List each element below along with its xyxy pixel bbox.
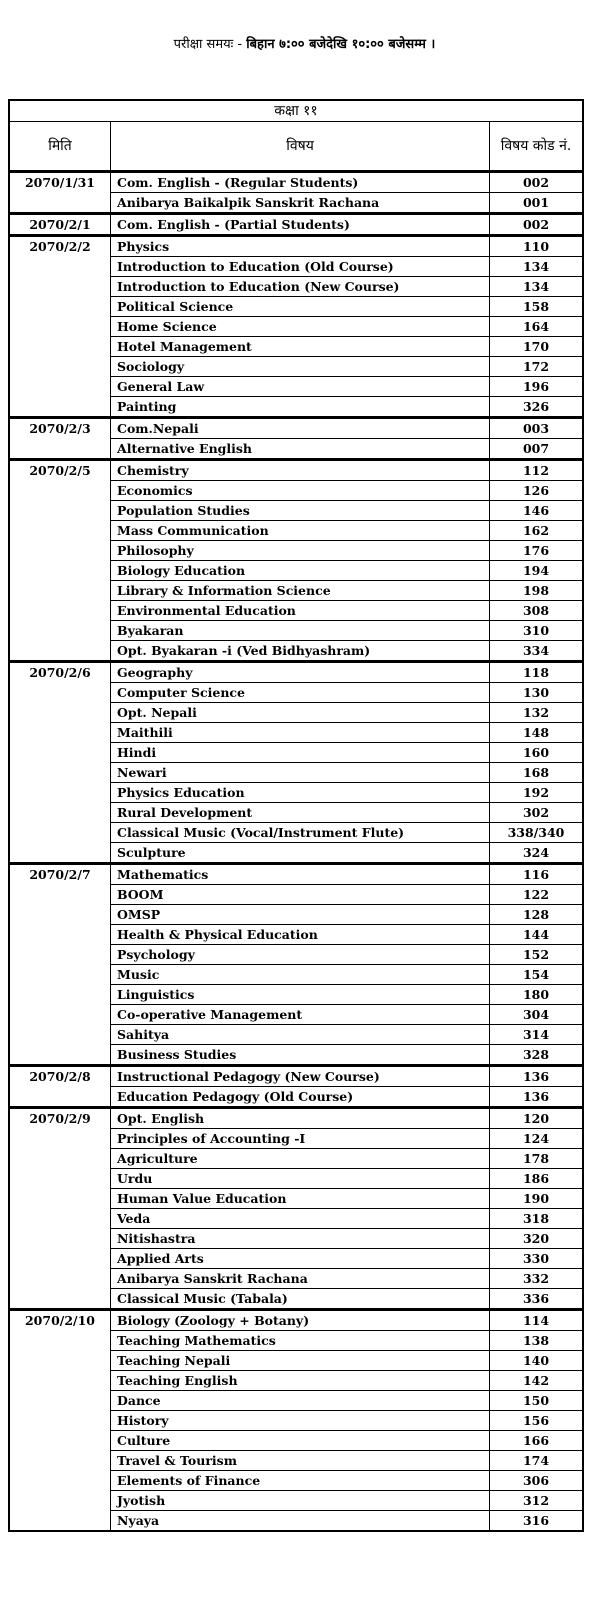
subject-code: 198	[490, 581, 584, 601]
subject-code: 334	[490, 641, 584, 662]
subject-name: Psychology	[111, 945, 490, 965]
exam-date: 2070/2/10	[9, 1310, 111, 1532]
subject-name: Health & Physical Education	[111, 925, 490, 945]
exam-time-value: बिहान ७:०० बजेदेखि १०:०० बजेसम्म ।	[246, 37, 436, 52]
subject-name: Linguistics	[111, 985, 490, 1005]
exam-time-line	[0, 34, 609, 52]
subject-code: 138	[490, 1331, 584, 1351]
subject-name: Sociology	[111, 357, 490, 377]
subject-name: Nyaya	[111, 1511, 490, 1532]
subject-code: 318	[490, 1209, 584, 1229]
subject-name: Teaching English	[111, 1371, 490, 1391]
subject-name: Anibarya Sanskrit Rachana	[111, 1269, 490, 1289]
subject-name: Biology (Zoology + Botany)	[111, 1310, 490, 1331]
subject-name: Maithili	[111, 723, 490, 743]
subject-code: 136	[490, 1066, 584, 1087]
subject-name: OMSP	[111, 905, 490, 925]
subject-code: 152	[490, 945, 584, 965]
subject-code: 007	[490, 439, 584, 460]
subject-name: Co-operative Management	[111, 1005, 490, 1025]
subject-name: Alternative English	[111, 439, 490, 460]
exam-date: 2070/2/5	[9, 460, 111, 662]
subject-code: 112	[490, 460, 584, 481]
subject-name: Computer Science	[111, 683, 490, 703]
subject-code: 196	[490, 377, 584, 397]
subject-name: Sahitya	[111, 1025, 490, 1045]
table-body	[9, 172, 583, 1532]
subject-code: 003	[490, 418, 584, 439]
subject-name: Teaching Nepali	[111, 1351, 490, 1371]
subject-code: 142	[490, 1371, 584, 1391]
exam-date: 2070/2/8	[9, 1066, 111, 1108]
subject-name: Hotel Management	[111, 337, 490, 357]
subject-code: 134	[490, 257, 584, 277]
exam-date: 2070/2/6	[9, 662, 111, 864]
subject-code: 114	[490, 1310, 584, 1331]
subject-name: Teaching Mathematics	[111, 1331, 490, 1351]
subject-code: 306	[490, 1471, 584, 1491]
subject-code: 180	[490, 985, 584, 1005]
subject-name: Veda	[111, 1209, 490, 1229]
subject-name: Agriculture	[111, 1149, 490, 1169]
subject-code: 172	[490, 357, 584, 377]
subject-code: 132	[490, 703, 584, 723]
subject-name: Opt. Nepali	[111, 703, 490, 723]
subject-code: 156	[490, 1411, 584, 1431]
subject-name: Business Studies	[111, 1045, 490, 1066]
subject-code: 328	[490, 1045, 584, 1066]
table-row	[9, 214, 583, 236]
subject-name: Library & Information Science	[111, 581, 490, 601]
subject-code: 146	[490, 501, 584, 521]
subject-name: BOOM	[111, 885, 490, 905]
subject-name: Economics	[111, 481, 490, 501]
subject-name: Culture	[111, 1431, 490, 1451]
subject-name: Opt. English	[111, 1108, 490, 1129]
exam-date: 2070/2/9	[9, 1108, 111, 1310]
subject-name: Sculpture	[111, 843, 490, 864]
table-row	[9, 460, 583, 481]
exam-date: 2070/2/7	[9, 864, 111, 1066]
subject-name: Philosophy	[111, 541, 490, 561]
subject-code: 162	[490, 521, 584, 541]
subject-code: 178	[490, 1149, 584, 1169]
subject-code: 190	[490, 1189, 584, 1209]
subject-code: 186	[490, 1169, 584, 1189]
subject-name: Population Studies	[111, 501, 490, 521]
subject-code: 140	[490, 1351, 584, 1371]
subject-code: 166	[490, 1431, 584, 1451]
subject-code: 320	[490, 1229, 584, 1249]
table-row	[9, 1066, 583, 1087]
subject-code: 316	[490, 1511, 584, 1532]
subject-name: Political Science	[111, 297, 490, 317]
subject-code: 126	[490, 481, 584, 501]
subject-code: 158	[490, 297, 584, 317]
subject-name: Rural Development	[111, 803, 490, 823]
subject-code: 302	[490, 803, 584, 823]
subject-code: 160	[490, 743, 584, 763]
subject-name: Education Pedagogy (Old Course)	[111, 1087, 490, 1108]
subject-code: 124	[490, 1129, 584, 1149]
column-header-code: विषय कोड नं.	[490, 122, 584, 172]
table-row	[9, 172, 583, 193]
subject-name: Newari	[111, 763, 490, 783]
subject-name: Classical Music (Vocal/Instrument Flute)	[111, 823, 490, 843]
subject-code: 312	[490, 1491, 584, 1511]
subject-name: Music	[111, 965, 490, 985]
subject-name: Com.Nepali	[111, 418, 490, 439]
table-row	[9, 864, 583, 885]
subject-code: 338/340	[490, 823, 584, 843]
subject-code: 168	[490, 763, 584, 783]
subject-code: 192	[490, 783, 584, 803]
subject-code: 136	[490, 1087, 584, 1108]
subject-code: 324	[490, 843, 584, 864]
subject-code: 150	[490, 1391, 584, 1411]
subject-code: 336	[490, 1289, 584, 1310]
subject-name: Byakaran	[111, 621, 490, 641]
subject-code: 326	[490, 397, 584, 418]
subject-code: 110	[490, 236, 584, 257]
subject-code: 332	[490, 1269, 584, 1289]
subject-code: 130	[490, 683, 584, 703]
subject-code: 308	[490, 601, 584, 621]
subject-code: 002	[490, 214, 584, 236]
subject-name: Elements of Finance	[111, 1471, 490, 1491]
subject-code: 122	[490, 885, 584, 905]
exam-date: 2070/2/2	[9, 236, 111, 418]
subject-code: 134	[490, 277, 584, 297]
subject-code: 330	[490, 1249, 584, 1269]
subject-name: Principles of Accounting -I	[111, 1129, 490, 1149]
exam-time-label: परीक्षा समयः -	[173, 37, 243, 52]
subject-name: Introduction to Education (New Course)	[111, 277, 490, 297]
subject-name: History	[111, 1411, 490, 1431]
subject-code: 176	[490, 541, 584, 561]
subject-name: Hindi	[111, 743, 490, 763]
subject-name: Com. English - (Partial Students)	[111, 214, 490, 236]
subject-name: Travel & Tourism	[111, 1451, 490, 1471]
subject-code: 116	[490, 864, 584, 885]
subject-code: 118	[490, 662, 584, 683]
subject-name: Classical Music (Tabala)	[111, 1289, 490, 1310]
subject-name: Jyotish	[111, 1491, 490, 1511]
column-header-subject: विषय	[111, 122, 490, 172]
subject-name: Mass Communication	[111, 521, 490, 541]
subject-name: General Law	[111, 377, 490, 397]
subject-name: Biology Education	[111, 561, 490, 581]
table-title: कक्षा ११	[9, 100, 583, 122]
table-row	[9, 1310, 583, 1331]
subject-name: Anibarya Baikalpik Sanskrit Rachana	[111, 193, 490, 214]
table-row	[9, 662, 583, 683]
subject-code: 154	[490, 965, 584, 985]
subject-name: Urdu	[111, 1169, 490, 1189]
subject-name: Physics Education	[111, 783, 490, 803]
subject-name: Introduction to Education (Old Course)	[111, 257, 490, 277]
subject-name: Home Science	[111, 317, 490, 337]
subject-name: Nitishastra	[111, 1229, 490, 1249]
subject-code: 314	[490, 1025, 584, 1045]
subject-name: Instructional Pedagogy (New Course)	[111, 1066, 490, 1087]
subject-name: Physics	[111, 236, 490, 257]
subject-code: 002	[490, 172, 584, 193]
exam-date: 2070/2/1	[9, 214, 111, 236]
subject-name: Human Value Education	[111, 1189, 490, 1209]
subject-code: 304	[490, 1005, 584, 1025]
subject-code: 164	[490, 317, 584, 337]
subject-name: Environmental Education	[111, 601, 490, 621]
exam-date: 2070/1/31	[9, 172, 111, 214]
subject-code: 120	[490, 1108, 584, 1129]
subject-name: Opt. Byakaran -i (Ved Bidhyashram)	[111, 641, 490, 662]
table-row	[9, 236, 583, 257]
subject-name: Applied Arts	[111, 1249, 490, 1269]
subject-name: Com. English - (Regular Students)	[111, 172, 490, 193]
table-row	[9, 1108, 583, 1129]
subject-code: 144	[490, 925, 584, 945]
subject-name: Mathematics	[111, 864, 490, 885]
exam-schedule-table	[8, 99, 584, 1532]
subject-name: Dance	[111, 1391, 490, 1411]
subject-code: 170	[490, 337, 584, 357]
subject-name: Chemistry	[111, 460, 490, 481]
subject-name: Geography	[111, 662, 490, 683]
subject-code: 174	[490, 1451, 584, 1471]
table-row	[9, 418, 583, 439]
column-header-date: मिति	[9, 122, 111, 172]
subject-name: Painting	[111, 397, 490, 418]
exam-date: 2070/2/3	[9, 418, 111, 460]
subject-code: 128	[490, 905, 584, 925]
subject-code: 148	[490, 723, 584, 743]
subject-code: 194	[490, 561, 584, 581]
subject-code: 001	[490, 193, 584, 214]
subject-code: 310	[490, 621, 584, 641]
